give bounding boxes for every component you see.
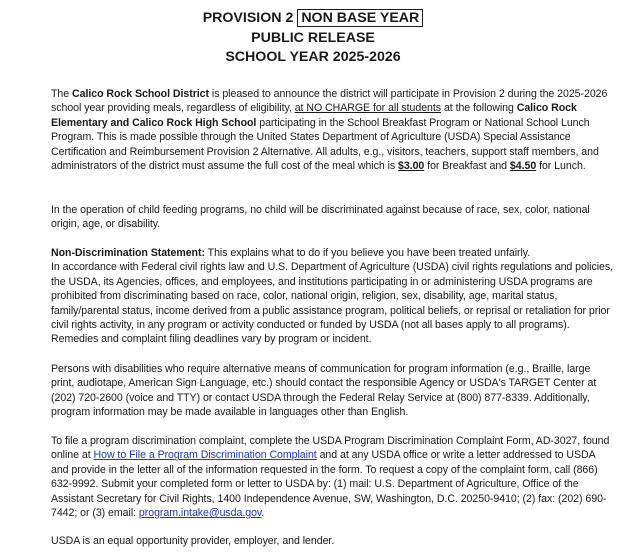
statement-heading: Non-Discrimination Statement: xyxy=(51,247,205,259)
statement-intro: This explains what to do if you believe you have been treated unfairly. xyxy=(204,247,531,259)
provision-title: PROVISION 2 xyxy=(202,10,294,26)
statement-body: In accordance with Federal civil rights law and U.S. Department of Agriculture (USDA) civil rights regulations and policies, the USDA, its Agencies, offices, and employees, and institutions participating in or administering USDA programs are prohibited from discriminating based on race, color, national origin, religion, sex, disability, age, marital status, family/parental status, income derived from a public assistance program, political beliefs, or reprisal or retaliation for prior civil rights activity, in any program or activity conducted or funded by USDA (not all bases apply to all programs). Remedies and complaint filing deadlines vary by program or incident. xyxy=(51,261,613,346)
complaint-form-link[interactable]: How to File a Program Discrimination Complaint xyxy=(93,449,317,462)
non-discrimination-statement xyxy=(51,246,613,347)
complaint-text: To file a program discrimination complaint, complete the USDA Program Discrimination Complaint Form, AD-3027, found online at xyxy=(51,435,610,462)
para1-text: is pleased to announce the district will participate in Provision 2 during the 2025-2026 school year providing meals, regardless of eligibility, xyxy=(51,88,608,115)
equal-opportunity-statement: USDA is an equal opportunity provider, employer, and lender. xyxy=(51,535,335,547)
district-name: Calico Rock School District xyxy=(72,88,209,100)
breakfast-price: $3.00 xyxy=(398,160,425,173)
non-base-year-box: NON BASE YEAR xyxy=(297,9,423,27)
email-link[interactable]: program.intake@usda.gov xyxy=(138,507,262,520)
para1-text: for Breakfast and xyxy=(424,160,510,173)
para1-text: The xyxy=(51,88,72,100)
para1-text: for Lunch. xyxy=(536,160,586,173)
complaint-paragraph xyxy=(51,434,613,520)
complaint-text: and at any USDA office or write a letter addressed to USDA and provide in the letter all of the information requested in the form. To request a copy of the complaint form, call (866) 632-9992. Submit your completed form or letter to USDA by: (1) mail: U.S. Department of Agriculture, Office of the Assistant Secretary for Civil Rights, 1400 Independence Avenue, SW, Washington, D.C. 20250-9410; (2) fax: (202) 690-7442; or (3) email: xyxy=(51,449,607,520)
para1-text: participating in the School Breakfast Program or National School Lunch Program. This is made possible through the United States Department of Agriculture (USDA) Special Assistance Certification and Reimbursement Provision 2 Alternative. All adults, e.g., visitors, teachers, support staff members, and administrators of the district must assume the full cost of the meal which is xyxy=(51,116,599,173)
header-line-3: SCHOOL YEAR 2025-2026 xyxy=(225,49,401,65)
non-discrimination-child-paragraph: In the operation of child feeding programs, no child will be discriminated against because of race, sex, color, national origin, age, or disability. xyxy=(51,204,590,231)
header-line-2: PUBLIC RELEASE xyxy=(251,29,375,46)
school-names: Calico Rock Elementary and Calico Rock High School xyxy=(51,102,577,129)
header-line-1 xyxy=(0,9,626,29)
para1-text: at the following xyxy=(441,102,517,115)
announcement-paragraph xyxy=(51,87,613,173)
document-header xyxy=(0,0,626,68)
lunch-price: $4.50 xyxy=(509,160,537,173)
accessibility-paragraph: Persons with disabilities who require alternative means of communication for program information (e.g., Braille, large print, audiotape, American Sign Language, etc.) should contact the responsible Agency or USDA's TARGET Center at (202) 720-2600 (voice and TTY) or contact USDA through the Federal Relay Service at (800) 877-8339. Additionally, program information may be made available in languages other than English. xyxy=(51,363,597,419)
no-charge-text: at NO CHARGE for all students xyxy=(294,102,442,115)
complaint-text: . xyxy=(261,507,265,520)
